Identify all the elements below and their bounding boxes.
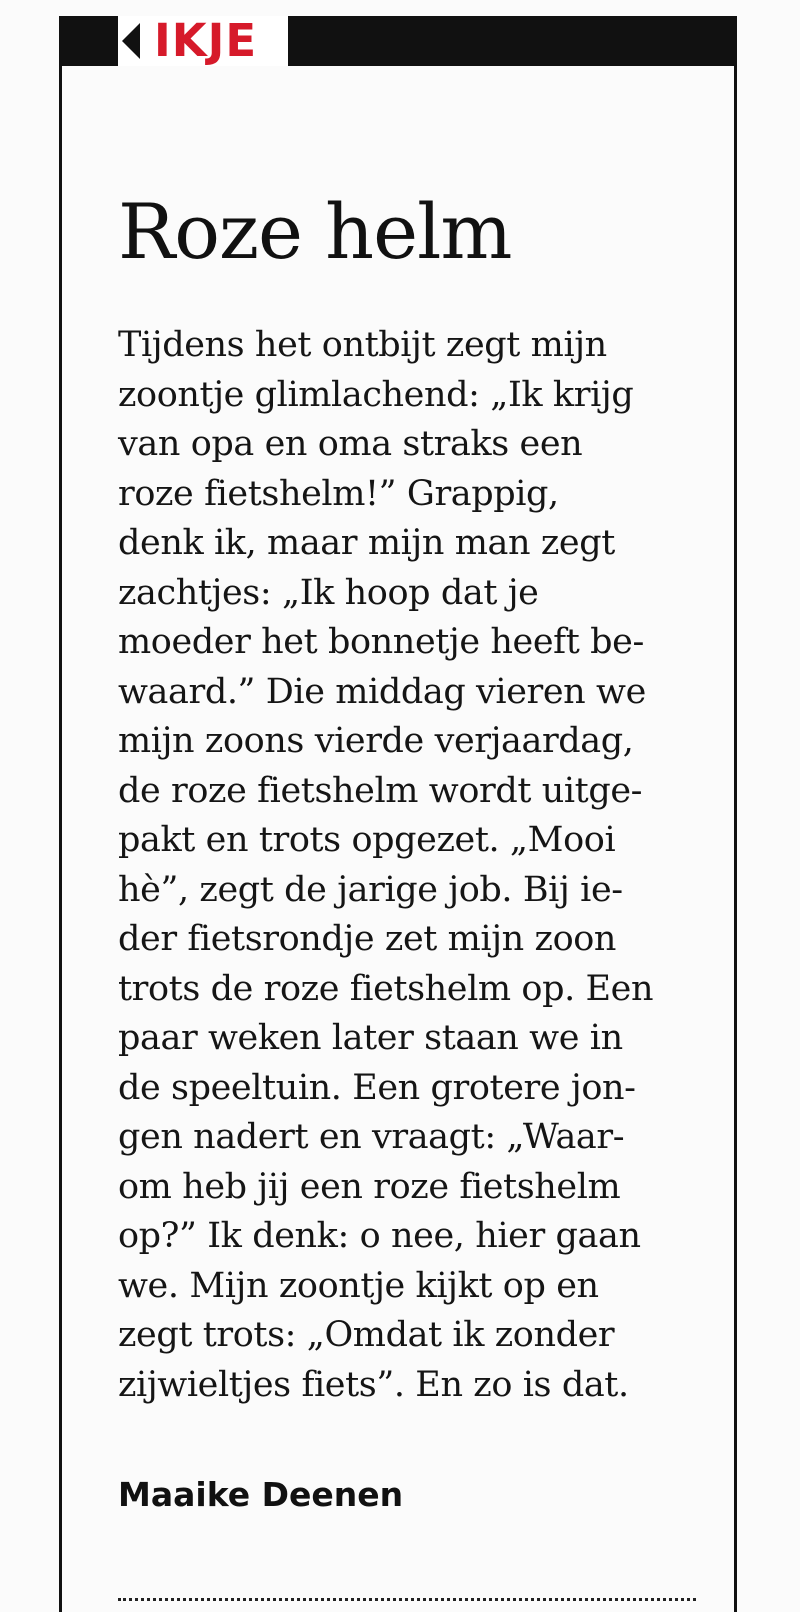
body-line: om heb jij een roze fietshelm [118,1166,621,1207]
body-line: op?” Ik denk: o nee, hier gaan [118,1216,641,1256]
section-label: IKJE [154,14,258,67]
body-line: van opa en oma straks een [118,424,583,464]
body-line: mijn zoons vierde verjaardag, [118,721,634,761]
body-line: Tijdens het ontbijt zegt mijn [118,325,607,365]
body-line: de speeltuin. Een grotere jon- [118,1067,636,1108]
chevron-left-icon [122,23,140,59]
body-line: gen nadert en vraagt: „Waar- [118,1117,625,1157]
body-line: trots de roze fietshelm op. Een [118,968,654,1009]
body-line: zegt trots: „Omdat ik zonder [118,1315,615,1355]
body-line: denk ik, maar mijn man zegt [118,523,615,563]
body-line: zachtjes: „Ik hoop dat je [118,572,539,613]
body-line: hè”, zegt de jarige job. Bij ie- [118,869,623,910]
section-header-tab [118,16,288,66]
body-line: zijwieltjes fiets”. En zo is dat. [118,1364,629,1405]
body-line: paar weken later staan we in [118,1018,623,1058]
body-line: der fietsrondje zet mijn zoon [118,919,617,959]
author-byline: Maaike Deenen [118,1475,404,1514]
body-line: zoontje glimlachend: „Ik krijg [118,374,634,415]
article-title: Roze helm [118,187,512,276]
dotted-divider [118,1598,696,1601]
body-line: pakt en trots opgezet. „Mooi [118,820,616,860]
body-line: moeder het bonnetje heeft be- [118,622,644,662]
body-line: roze fietshelm!” Grappig, [118,473,559,514]
body-line: de roze fietshelm wordt uitge- [118,770,643,811]
body-line: we. Mijn zoontje kijkt op en [118,1265,599,1306]
article-body [118,321,688,1410]
body-line: waard.” Die middag vieren we [118,671,646,712]
